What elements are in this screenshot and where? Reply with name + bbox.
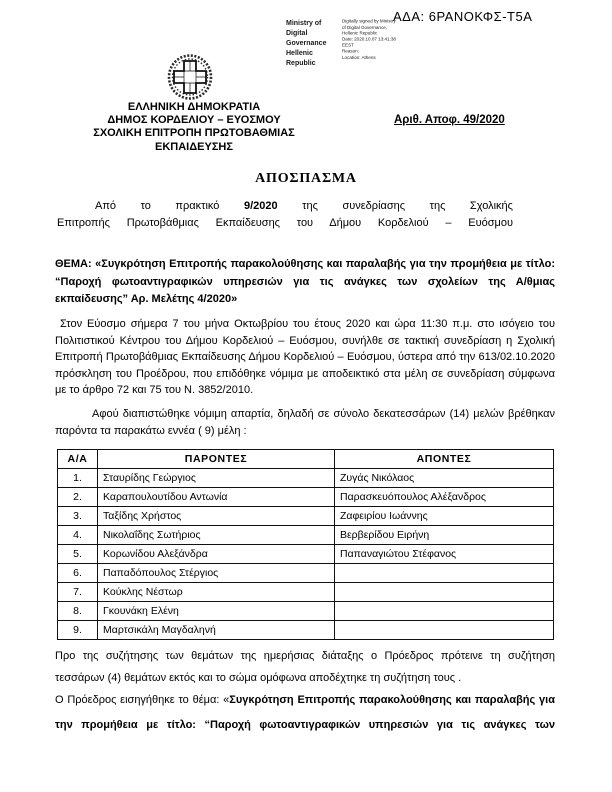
minutes-number: 9/2020 bbox=[243, 200, 278, 212]
intro-text: της συνεδρίασης της Σχολικής bbox=[302, 200, 513, 212]
chairman-topic-bold: Συγκρότηση Επιτροπής παρακολούθησης και παραλαβής για την προμήθεια με τίτλο: “Παροχή φωτοαντιγραφικών υπηρεσιών για τις ανάγκες των bbox=[55, 694, 555, 731]
org-line-republic: ΕΛΛΗΝΙΚΗ ΔΗΜΟΚΡΑΤΙΑ bbox=[127, 101, 261, 113]
cell-no: 7. bbox=[58, 583, 98, 602]
signature-detail-line: Digitally signed by Ministry bbox=[342, 19, 396, 24]
signature-details bbox=[342, 19, 422, 79]
cell-present: Μαρτσικάλη Μαγδαληνή bbox=[98, 621, 335, 640]
ministry-line: Governance bbox=[286, 40, 327, 47]
table-row bbox=[58, 507, 554, 526]
cell-no: 5. bbox=[58, 545, 98, 564]
intro-paragraph bbox=[57, 198, 513, 232]
ministry-line: Ministry of Digital bbox=[286, 20, 322, 37]
cell-absent bbox=[335, 621, 554, 640]
greek-emblem-icon bbox=[162, 54, 218, 105]
cell-present: Νικολαΐδης Σωτήριος bbox=[98, 526, 335, 545]
cell-absent bbox=[335, 583, 554, 602]
subject-paragraph: ΘΕΜΑ: «Συγκρότηση Επιτροπής παρακολούθησης και παραλαβής για την προμήθεια με τίτλο: “Παροχή φωτοαντιγραφικών υπηρεσιών για τις ανάγκες των σχολείων της Α/θμιας εκπαίδευσης” Αρ. Μελέτης 4/2020» bbox=[55, 258, 555, 305]
cell-present: Σταυρίδης Γεώργιος bbox=[98, 469, 335, 488]
cell-no: 3. bbox=[58, 507, 98, 526]
intro-text: Από το πρακτικό bbox=[95, 200, 220, 212]
signature-detail-line: of Digital Governance, bbox=[342, 25, 388, 30]
table-row bbox=[58, 488, 554, 507]
cell-absent: Ζυγάς Νικόλαος bbox=[335, 469, 554, 488]
table-row bbox=[58, 602, 554, 621]
cell-absent: Παρασκευόπουλος Αλέξανδρος bbox=[335, 488, 554, 507]
cell-no: 6. bbox=[58, 564, 98, 583]
header-cell-present: ΠΑΡΟΝΤΕΣ bbox=[98, 450, 335, 469]
signature-detail-line: EEST bbox=[342, 43, 354, 48]
ministry-line: Hellenic Republic bbox=[286, 50, 316, 67]
ministry-name bbox=[286, 19, 338, 79]
table-row bbox=[58, 564, 554, 583]
signature-detail-line: Reason: bbox=[342, 49, 359, 54]
table-row bbox=[58, 583, 554, 602]
cell-no: 4. bbox=[58, 526, 98, 545]
quorum-paragraph: Αφού διαπιστώθηκε νόμιμη απαρτία, δηλαδή σε σύνολο δεκατεσσάρων (14) μελών βρέθηκαν παρόντα τα παρακάτω εννέα ( 9) μέλη : bbox=[55, 408, 555, 437]
org-line-municipality: ΔΗΜΟΣ ΚΟΡΔΕΛΙΟΥ – ΕΥΟΣΜΟΥ bbox=[107, 114, 281, 127]
table-row bbox=[58, 621, 554, 640]
intro-line-1 bbox=[57, 198, 513, 215]
cell-present: Κούκλης Νέστωρ bbox=[98, 583, 335, 602]
org-line-committee: ΣΧΟΛΙΚΗ ΕΠΙΤΡΟΠΗ ΠΡΩΤΟΒΑΘΜΙΑΣ bbox=[93, 127, 295, 140]
cell-absent: Ζαφειρίου Ιωάννης bbox=[335, 507, 554, 526]
cell-no: 9. bbox=[58, 621, 98, 640]
cell-no: 2. bbox=[58, 488, 98, 507]
chairman-paragraph bbox=[55, 688, 555, 738]
document-title: ΑΠΟΣΠΑΣΜΑ bbox=[255, 171, 357, 186]
cell-absent: Βερβερίδου Ειρήνη bbox=[335, 526, 554, 545]
signature-detail-line: Hellenic Republic bbox=[342, 31, 378, 36]
cell-present: Παπαδόπουλος Στέργιος bbox=[98, 564, 335, 583]
cell-absent bbox=[335, 564, 554, 583]
ada-code: ΑΔΑ: 6ΡΑΝΟΚΦΣ-Τ5Α bbox=[393, 9, 533, 24]
digital-signature-block bbox=[286, 19, 422, 79]
table-row bbox=[58, 526, 554, 545]
meeting-paragraph: Στον Εύοσμο σήμερα 7 του μήνα Οκτωβρίου του έτους 2020 και ώρα 11:30 π.μ. στο ισόγειο του Πολιτιστικού Κέντρου του Δήμου Κορδελιού – Ευόσμου, συνήλθε σε τακτική συνεδρίαση η Σχολική Επιτροπή Πρωτοβάθμιας Εκπαίδευσης Δήμου Κορδελιού – Ευόσμου, ύστερα από την 613/02.10.2020 πρόσκληση του Προέδρου, που επιδόθηκε νόμιμα με αποδεικτικό στα μέλη σε συνεδρίαση σύμφωνα με το άρθρο 72 και 75 του Ν. 3852/2010. bbox=[55, 318, 555, 397]
cell-no: 8. bbox=[58, 602, 98, 621]
cell-present: Γκουνάκη Ελένη bbox=[98, 602, 335, 621]
org-line-education: ΕΚΠΑΙΔΕΥΣΗΣ bbox=[155, 140, 233, 153]
table-row bbox=[58, 469, 554, 488]
organization-header bbox=[58, 101, 330, 154]
cell-present: Κορωνίδου Αλεξάνδρα bbox=[98, 545, 335, 564]
cell-no: 1. bbox=[58, 469, 98, 488]
cell-present: Καραπουλουτίδου Αντωνία bbox=[98, 488, 335, 507]
decision-number: Αριθ. Αποφ. 49/2020 bbox=[394, 114, 505, 126]
attendance-table bbox=[57, 449, 554, 640]
header-cell-no: Α/Α bbox=[58, 450, 98, 469]
table-header-row bbox=[58, 450, 554, 469]
chairman-intro-text: Ο Πρόεδρος εισηγήθηκε το θέμα: « bbox=[55, 694, 230, 706]
pre-discussion-paragraph: Προ της συζήτησης των θεμάτων της ημερήσιας διάταξης ο Πρόεδρος πρότεινε τη συζήτηση τεσσάρων (4) θεμάτων εκτός και το σώμα ομόφωνα αποδέχτηκε τη συζήτηση τους . bbox=[55, 650, 555, 684]
cell-absent: Παπαναγιώτου Στέφανος bbox=[335, 545, 554, 564]
cell-absent bbox=[335, 602, 554, 621]
cell-present: Ταξίδης Χρήστος bbox=[98, 507, 335, 526]
signature-detail-line: Location: Athens bbox=[342, 55, 376, 60]
table-row bbox=[58, 545, 554, 564]
signature-detail-line: Date: 2020.10.07 13:41:38 bbox=[342, 37, 396, 42]
intro-line-2: Επιτροπής Πρωτοβάθμιας Εκπαίδευσης του Δήμου Κορδελιού – Ευόσμου bbox=[57, 217, 513, 229]
header-cell-absent: ΑΠΟΝΤΕΣ bbox=[335, 450, 554, 469]
